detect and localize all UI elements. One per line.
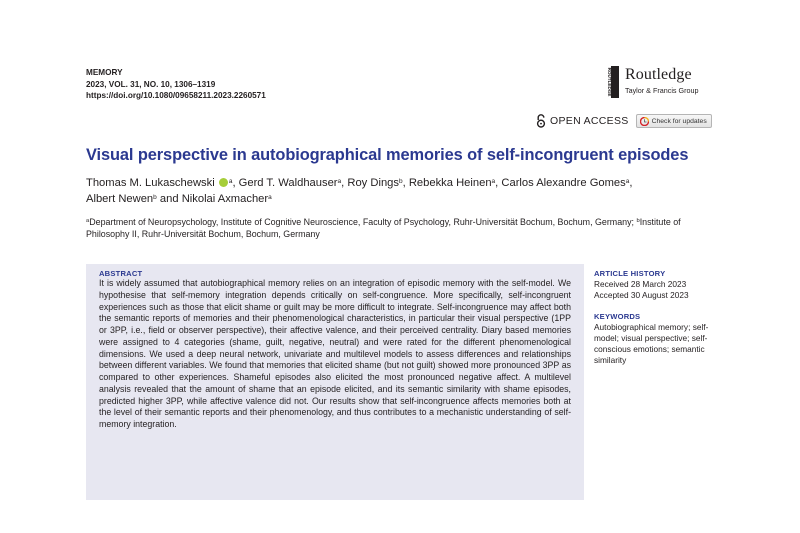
keywords-block [594,312,734,366]
author-name[interactable]: Rebekka Heinen [408,177,492,189]
keywords-heading: KEYWORDS [594,312,641,321]
abstract-box [86,264,584,500]
journal-doi-link[interactable]: https://doi.org/10.1080/09658211.2023.2260571 [86,91,266,100]
author-affil-mark: b [153,194,157,201]
keywords-text: Autobiographical memory; self-model; visual perspective; self-conscious emotions; semantic similarity [594,322,709,365]
author-list: Thomas M. Lukaschewski $^a$, Gerd T. Waldhauser$^a$, Roy Dings$^b$, Rebekka Heinen$^a$, Carlos Alexandre Gomes$^a$, Albert Newen$^b$ and Nikolai Axmacher$^a$ [86,177,633,205]
orcid-icon[interactable] [219,178,228,187]
journal-citation: 2023, VOL. 31, NO. 10, 1306–1319 [86,79,216,89]
journal-meta [86,67,266,102]
author-name[interactable]: Gerd T. Waldhauser [238,177,338,189]
accepted-date: Accepted 30 August 2023 [594,290,689,300]
author-affil-mark: a [337,178,342,185]
affiliations [86,216,726,240]
publisher-name: Routledge [625,66,692,83]
article-history-heading: ARTICLE HISTORY [594,269,666,278]
author-name[interactable]: Albert Newen [86,193,154,205]
author-name[interactable]: Thomas M. Lukaschewski [86,177,215,189]
article-title: Visual perspective in autobiographical memories of self-incongruent episodes [86,146,689,164]
abstract-heading: ABSTRACT [99,269,143,278]
publisher-mark-text: ROUTLEDGE [607,67,612,97]
author-affil-mark: a [491,178,496,185]
journal-name: MEMORY [86,68,123,77]
affil-mark: a [86,218,90,224]
author-name[interactable]: Roy Dings [347,177,399,189]
author-name[interactable]: Nikolai Axmacher [181,193,269,205]
publisher-logo [596,66,721,100]
access-row [536,113,712,129]
routledge-logo-icon [596,66,619,98]
author-name[interactable]: Carlos Alexandre Gomes [501,177,626,189]
author-affil-mark: a [268,194,272,201]
publisher-subtitle: Taylor & Francis Group [625,86,699,95]
open-access-label: OPEN ACCESS [550,115,629,127]
open-lock-icon [536,114,546,128]
article-sidebar [594,269,734,366]
affiliation-a: Department of Neuropsychology, Institute of Cognitive Neuroscience, Faculty of Psychology, Ruhr-Universität Bochum, Bochum, Germany; [89,217,634,227]
abstract-text: It is widely assumed that autobiographical memory relies on an integration of episodic memory with the self-model. We hypothesise that self-memory integration depends critically on self-congruence. More specifically, self-incongruent experiences such as those that elicit shame or guilt may be more difficult to integrate. Self-incongruence may affect both the semantic reports of memories and their phenomenological characteristics, in particular their visual perspective (1PP or 3PP, i.e., field or observer perspective), their affective valence, and their perceived centrality. Diary based memories were assigned to 4 categories (shame, guilt, negative, neutral) and were rated for the different phenomenological dimensions. We used a deep neural network, univariate and multilevel models to assess differences and relationships between different variables. We found that memories that elicited shame (but not guilt) showed more pronounced 3PP as compared to other experiences. Shameful episodes also elicited the most pronounced negative affect. A multilevel analysis revealed that the amount of shame that an episode elicited, and its semantic similarity with shame episodes, predicted higher 3PP, while affective valence did not. Our results show that self-incongruence affects memories both at the level of their semantic reports and their phenomenology, and thus contributes to a mechanistic understanding of self-memory integration. [99,278,571,429]
author-affil-mark: b [398,178,403,185]
check-updates-icon [640,117,649,126]
and-word: and [159,193,179,205]
author-affil-mark: a [625,178,630,185]
received-date: Received 28 March 2023 [594,279,687,289]
affil-mark: b [636,218,640,224]
check-for-updates-button[interactable] [636,114,712,128]
affiliation-b: Institute of Philosophy II, Ruhr-Universität Bochum, Bochum, Germany [86,217,681,239]
check-updates-label: Check for updates [651,117,707,125]
author-affil-mark: a [228,178,233,185]
